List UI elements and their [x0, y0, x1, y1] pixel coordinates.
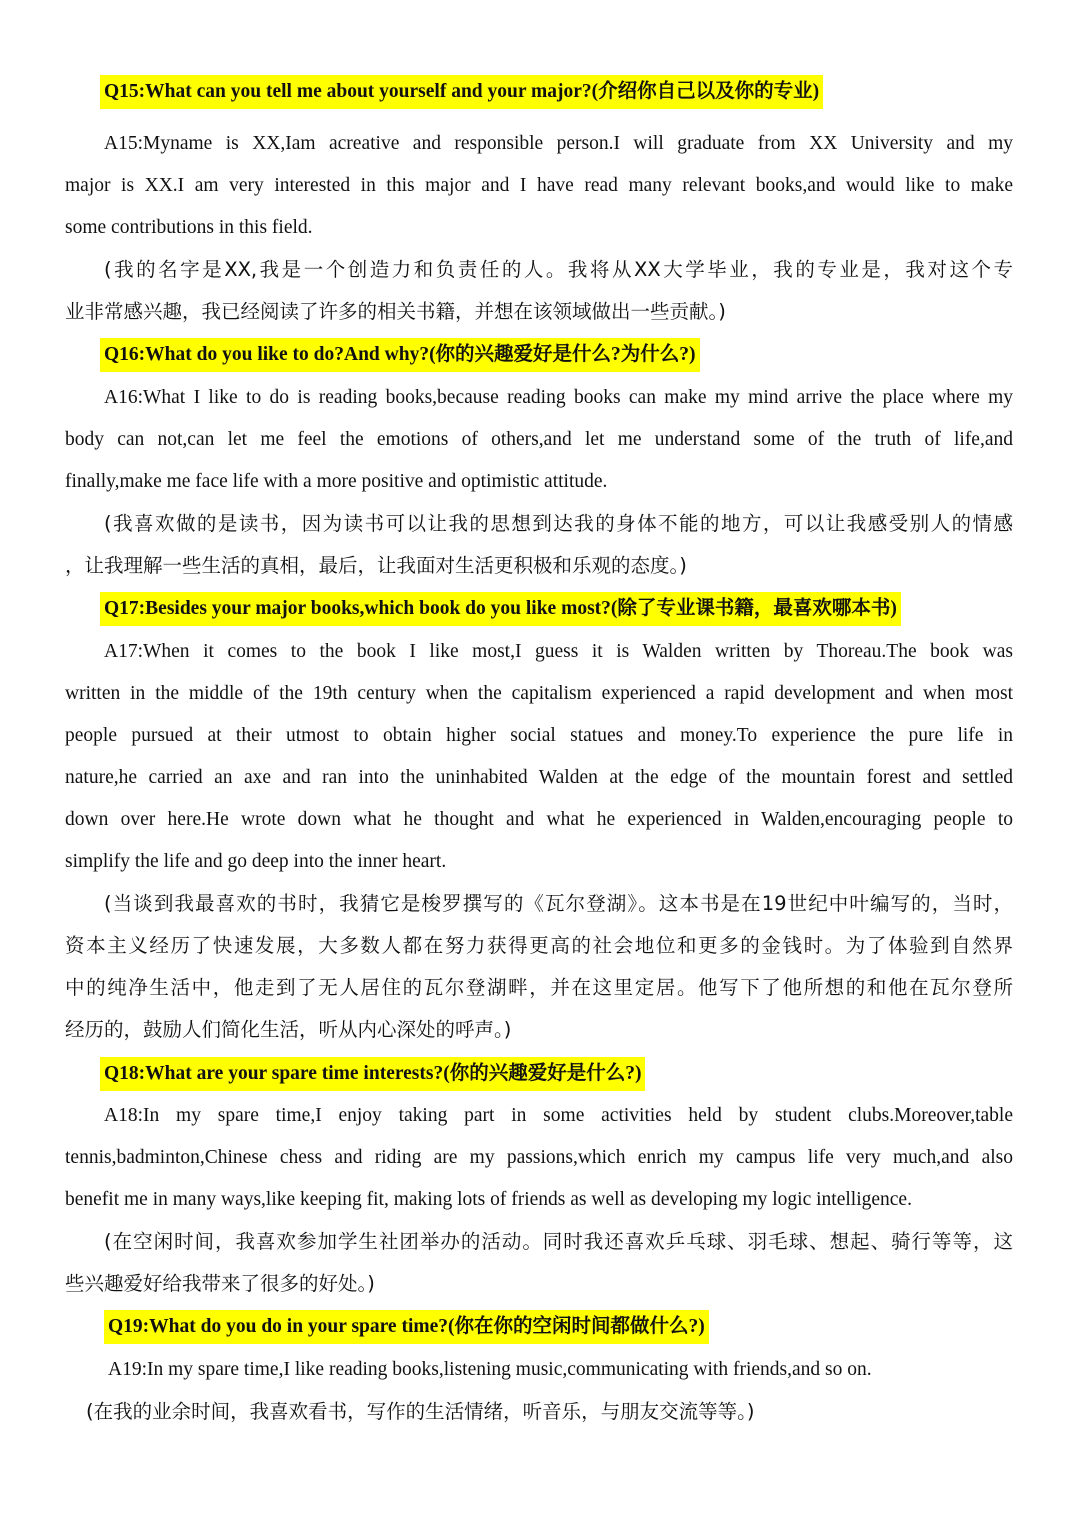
translation-line: (我喜欢做的是读书，因为读书可以让我的思想到达我的身体不能的地方，可以让我感受别人的情感: [104, 512, 1013, 535]
answer-line: some contributions in this field.: [65, 217, 313, 238]
answer-line: major is XX.I am very interested in this major and I have read many relevant books,and would like to make: [65, 175, 1013, 196]
translation-line: 业非常感兴趣，我已经阅读了许多的相关书籍，并想在该领域做出一些贡献。): [65, 300, 726, 323]
question-heading-q16: Q16:What do you like to do?And why?(你的兴趣爱好是什么?为什么?): [100, 338, 700, 372]
answer-line: body can not,can let me feel the emotions of others,and let me understand some of the truth of life,and: [65, 429, 1013, 450]
translation-line: (我的名字是XX,我是一个创造力和负责任的人。我将从XX大学毕业，我的专业是，我对这个专: [104, 258, 1013, 281]
translation-line: (在空闲时间，我喜欢参加学生社团举办的活动。同时我还喜欢乒乓球、羽毛球、想起、骑行等等，这: [104, 1230, 1013, 1253]
answer-line: tennis,badminton,Chinese chess and riding are my passions,which enrich my campus life very much,and also: [65, 1147, 1013, 1168]
translation-line: (在我的业余时间，我喜欢看书，写作的生活情绪，听音乐，与朋友交流等等。): [86, 1400, 755, 1423]
answer-line: A16:What I like to do is reading books,because reading books can make my mind arrive the place where my: [104, 387, 1013, 408]
question-heading-q18: Q18:What are your spare time interests?(你的兴趣爱好是什么?): [100, 1057, 645, 1091]
answer-line: people pursued at their utmost to obtain higher social statues and money.To experience the pure life in: [65, 725, 1013, 746]
translation-line: 中的纯净生活中，他走到了无人居住的瓦尔登湖畔，并在这里定居。他写下了他所想的和他在瓦尔登所: [65, 976, 1013, 999]
translation-line: 资本主义经历了快速发展，大多数人都在努力获得更高的社会地位和更多的金钱时。为了体验到自然界: [65, 934, 1013, 957]
answer-line: A15:Myname is XX,Iam acreative and responsible person.I will graduate from XX University and my: [104, 133, 1013, 154]
answer-line: finally,make me face life with a more positive and optimistic attitude.: [65, 471, 608, 492]
translation-line: ，让我理解一些生活的真相，最后，让我面对生活更积极和乐观的态度。): [65, 554, 687, 577]
answer-line: A18:In my spare time,I enjoy taking part in some activities held by student clubs.Moreover,table: [104, 1105, 1013, 1126]
answer-line: written in the middle of the 19th century when the capitalism experienced a rapid development and when most: [65, 683, 1013, 704]
translation-line: 经历的，鼓励人们简化生活，听从内心深处的呼声。): [65, 1018, 512, 1041]
question-heading-q17: Q17:Besides your major books,which book do you like most?(除了专业课书籍，最喜欢哪本书): [100, 592, 901, 626]
answer-line: simplify the life and go deep into the inner heart.: [65, 851, 447, 872]
answer-line: nature,he carried an axe and ran into the uninhabited Walden at the edge of the mountain forest and settled: [65, 767, 1013, 788]
answer-line: A19:In my spare time,I like reading books,listening music,communicating with friends,and so on.: [108, 1359, 872, 1380]
translation-line: 些兴趣爱好给我带来了很多的好处。): [65, 1272, 375, 1295]
question-heading-q19: Q19:What do you do in your spare time?(你在你的空闲时间都做什么?): [104, 1310, 709, 1344]
translation-line: (当谈到我最喜欢的书时，我猜它是梭罗撰写的《瓦尔登湖》。这本书是在19世纪中叶编写的，当时，: [104, 892, 1013, 915]
answer-line: benefit me in many ways,like keeping fit, making lots of friends as well as developing my logic intelligence.: [65, 1189, 912, 1210]
question-heading-q15: Q15:What can you tell me about yourself and your major?(介绍你自己以及你的专业): [100, 75, 823, 109]
answer-line: down over here.He wrote down what he thought and what he experienced in Walden,encouraging people to: [65, 809, 1013, 830]
answer-line: A17:When it comes to the book I like most,I guess it is Walden written by Thoreau.The book was: [104, 641, 1013, 662]
